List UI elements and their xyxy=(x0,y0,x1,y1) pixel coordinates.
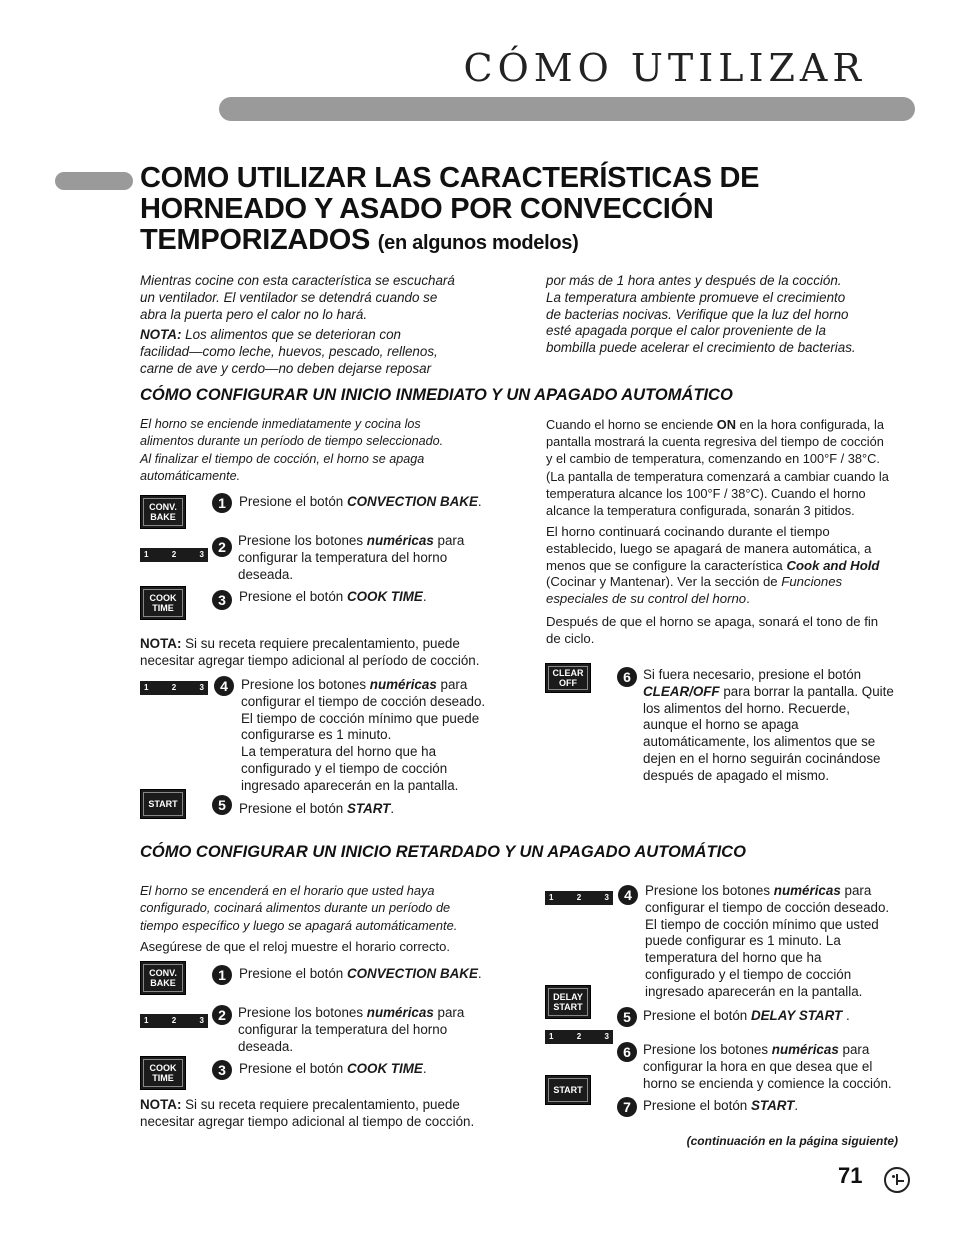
step-number-1: 1 xyxy=(212,493,232,513)
s2-note xyxy=(140,1097,474,1131)
step-text-bold: numéricas xyxy=(773,883,841,898)
section1-intro-line: alimentos durante un período de tiempo seleccionado. xyxy=(140,434,444,449)
para-text-italic: Funciones xyxy=(781,574,843,590)
button-label: CLEAR xyxy=(552,668,584,678)
step-text: para xyxy=(433,533,465,548)
para-text: y el cambio de temperatura, comenzando en 100°F / 38°C. xyxy=(546,451,880,467)
note-text: Si su receta requiere precalentamiento, puede xyxy=(181,1097,460,1112)
step-text: Presione el botón xyxy=(643,1098,751,1113)
step-text: Presione el botón xyxy=(239,1061,347,1076)
button-label: DELAY xyxy=(553,992,583,1002)
button-label: START xyxy=(553,1085,583,1095)
pad-digit: 1 xyxy=(144,550,149,559)
button-label: CONV. xyxy=(149,502,177,512)
step-text: configurar el tiempo de cocción deseado. xyxy=(645,899,890,915)
delay-start-button xyxy=(545,985,591,1019)
step-text-bold: CONVECTION BAKE xyxy=(346,966,478,981)
title-line-2: HORNEADO Y ASADO POR CONVECCIÓN xyxy=(140,193,714,225)
number-pad-strip xyxy=(545,1030,613,1044)
note-text: Si su receta requiere precalentamiento, puede xyxy=(181,636,460,651)
s2-step7-text xyxy=(643,1098,798,1115)
step-text: ingresado aparecerán en la pantalla. xyxy=(241,777,459,793)
para-text: (La pantalla de temperatura comenzará a cambiar cuando la xyxy=(546,468,889,484)
section1-intro xyxy=(140,416,443,486)
start-button xyxy=(140,789,186,819)
section1-intro-line: El horno se enciende inmediatamente y cocina los xyxy=(140,417,421,431)
pad-digit: 3 xyxy=(604,893,609,902)
step-text-bold: COOK TIME xyxy=(346,589,423,604)
section2-intro-line: configurado, cocinará alimentos durante un período de xyxy=(140,900,451,916)
para-text: establecido, luego se apagará de manera automática, a xyxy=(546,540,872,556)
pad-digit: 1 xyxy=(549,1032,554,1041)
step-number-2: 2 xyxy=(212,1005,232,1025)
pad-digit: 1 xyxy=(144,1016,149,1025)
step-text-bold: CONVECTION BAKE xyxy=(346,494,478,509)
step-text-bold: CLEAR/OFF xyxy=(643,683,720,699)
intro-line: bombilla puede acelerar el crecimiento de bacterias. xyxy=(546,340,856,356)
button-label: BAKE xyxy=(150,512,176,522)
step-text: El tiempo de cocción mínimo que puede xyxy=(241,710,480,726)
s2-step4-text xyxy=(645,883,889,1001)
step-text: horno se encienda y comience la cocción. xyxy=(643,1075,892,1091)
step-number-4: 4 xyxy=(618,885,638,905)
button-label: CONV. xyxy=(149,968,177,978)
s2-step6-text xyxy=(643,1042,892,1092)
step-text: . xyxy=(422,1061,427,1076)
s2-step5-text xyxy=(643,1008,850,1025)
note-label: NOTA: xyxy=(140,1097,182,1112)
intro-left xyxy=(140,273,455,378)
button-label: START xyxy=(553,1002,583,1012)
step-text: Presione el botón xyxy=(239,589,347,604)
para-text: El horno continuará cocinando durante el tiempo xyxy=(546,524,830,539)
cook-time-button xyxy=(140,1056,186,1090)
step-text: Presione los botones xyxy=(238,1005,367,1020)
para-text-italic: especiales de su control del horno xyxy=(546,591,747,607)
s1-right-p3 xyxy=(546,614,878,648)
step-text: deseada. xyxy=(238,1038,294,1054)
pad-digit: 1 xyxy=(549,893,554,902)
button-label: TIME xyxy=(152,603,174,613)
intro-note-line: Los alimentos que se deterioran con xyxy=(181,327,401,343)
intro-line: Mientras cocine con esta característica se escuchará xyxy=(140,273,455,288)
step-text-bold: numéricas xyxy=(771,1042,839,1057)
note-text: necesitar agregar tiempo adicional al período de cocción. xyxy=(140,652,480,668)
s1-step4-text xyxy=(241,677,485,795)
button-label: TIME xyxy=(152,1073,174,1083)
para-text: (Cocinar y Mantenar). Ver la sección de xyxy=(546,574,782,590)
pad-digit: 3 xyxy=(199,550,204,559)
button-label: BAKE xyxy=(150,978,176,988)
step-text-bold: numéricas xyxy=(369,677,437,692)
para-text-bold: ON xyxy=(716,417,736,432)
number-pad-strip xyxy=(140,548,208,562)
intro-right xyxy=(546,273,856,357)
step-number-6: 6 xyxy=(617,667,637,687)
step-text: configurado y el tiempo de cocción xyxy=(241,760,448,776)
step-text: . xyxy=(422,589,427,604)
note-text: necesitar agregar tiempo adicional al tiempo de cocción. xyxy=(140,1113,475,1129)
title-subtitle: (en algunos modelos) xyxy=(377,232,579,254)
clear-off-button xyxy=(545,663,591,693)
step-text: Presione el botón xyxy=(239,966,347,981)
para-text: en la hora configurada, la xyxy=(735,417,884,432)
step-text: automáticamente, los alimentos que se xyxy=(643,734,876,750)
step-text: configurar la hora en que desea que el xyxy=(643,1058,873,1074)
step-text: temperatura del horno que ha xyxy=(645,950,822,966)
step-number-3: 3 xyxy=(212,590,232,610)
number-pad-strip xyxy=(140,1014,208,1028)
step-text: para xyxy=(840,883,872,898)
pad-digit: 2 xyxy=(171,550,177,559)
step-text-bold: numéricas xyxy=(366,533,434,548)
intro-line: La temperatura ambiente promueve el crecimiento xyxy=(546,289,846,305)
step-text: configurar la temperatura del horno xyxy=(238,549,448,565)
section1-heading: CÓMO CONFIGURAR UN INICIO INMEDIATO Y UN APAGADO AUTOMÁTICO xyxy=(140,386,733,404)
button-label: COOK xyxy=(149,593,177,603)
step-number-3: 3 xyxy=(212,1060,232,1080)
step-text: Presione los botones xyxy=(241,677,370,692)
continued-note: (continuación en la página siguiente) xyxy=(686,1134,898,1148)
step-text: para xyxy=(436,677,468,692)
step-text: los alimentos del horno. Recuerde, xyxy=(643,700,850,716)
step-text: configurarse es 1 minuto. xyxy=(241,727,392,743)
header-bar xyxy=(219,97,915,121)
intro-line: de bacterias nocivas. Verifique que la luz del horno xyxy=(546,306,849,322)
lg-logo-icon xyxy=(884,1167,910,1193)
step-text: El tiempo de cocción mínimo que usted xyxy=(645,916,879,932)
intro-note-line: carne de ave y cerdo—no deben dejarse reposar xyxy=(140,360,432,376)
section2-intro-line: tiempo específico y luego se apagará automáticamente. xyxy=(140,917,458,933)
intro-line: por más de 1 hora antes y después de la cocción. xyxy=(546,273,842,288)
number-pad-strip xyxy=(545,891,613,905)
step-text: para borrar la pantalla. Quite xyxy=(719,683,894,699)
pad-digit: 3 xyxy=(199,683,204,692)
step-text: después de apagado el mismo. xyxy=(643,767,830,783)
step-text-bold: COOK TIME xyxy=(346,1061,423,1076)
para-text: Después de que el horno se apaga, sonará el tono de fin xyxy=(546,614,879,629)
para-text: pantalla mostrará la cuenta regresiva del tiempo de cocción xyxy=(546,434,884,450)
section1-intro-line: automáticamente. xyxy=(140,469,241,484)
step-text-bold: DELAY START xyxy=(750,1008,843,1023)
title-line-3: TEMPORIZADOS xyxy=(140,224,371,256)
cook-time-button xyxy=(140,586,186,620)
para-text: . xyxy=(746,591,750,607)
header-title: CÓMO UTILIZAR xyxy=(463,46,866,90)
s1-right-p1 xyxy=(546,416,889,519)
step-text: deseada. xyxy=(238,566,294,582)
pad-digit: 2 xyxy=(576,893,582,902)
step-text-bold: numéricas xyxy=(366,1005,434,1020)
intro-line: abra la puerta pero el calor no lo hará. xyxy=(140,306,368,322)
button-label: OFF xyxy=(559,678,577,688)
section2-heading: CÓMO CONFIGURAR UN INICIO RETARDADO Y UN APAGADO AUTOMÁTICO xyxy=(140,843,746,861)
step-text: . xyxy=(477,494,482,509)
step-number-7: 7 xyxy=(617,1097,637,1117)
page-number: 71 xyxy=(838,1163,863,1188)
s1-step1-text xyxy=(239,494,482,511)
step-text: . xyxy=(794,1098,799,1113)
intro-line: esté apagada porque el calor proveniente de la xyxy=(546,323,826,339)
s1-step5-text xyxy=(239,801,394,818)
intro-note-line: facilidad—como leche, huevos, pescado, rellenos, xyxy=(140,344,438,360)
para-text: de ciclo. xyxy=(546,630,595,646)
step-text: Presione el botón xyxy=(239,801,347,816)
step-number-6: 6 xyxy=(617,1042,637,1062)
s1-note xyxy=(140,636,479,670)
step-text: Si fuera necesario, presione el botón xyxy=(643,667,862,682)
step-text: configurado y el tiempo de cocción xyxy=(645,966,852,982)
step-number-5: 5 xyxy=(617,1007,637,1027)
section2-intro xyxy=(140,882,457,934)
para-text: temperatura alcance los 100°F / 38°C). Cuando el horno xyxy=(546,485,866,501)
pad-digit: 2 xyxy=(576,1032,582,1041)
step-text: Presione los botones xyxy=(643,1042,772,1057)
step-text: . xyxy=(390,801,395,816)
para-text: alcance la temperatura configurada, sonarán 3 pitidos. xyxy=(546,503,855,519)
section2-intro-line: El horno se encenderá en el horario que usted haya xyxy=(140,883,435,898)
pad-digit: 3 xyxy=(199,1016,204,1025)
pad-digit: 1 xyxy=(144,683,149,692)
button-label: START xyxy=(148,799,178,809)
step-text: configurar la temperatura del horno xyxy=(238,1021,448,1037)
step-text: ingresado aparecerán en la pantalla. xyxy=(645,983,863,999)
s2-step1-text xyxy=(239,966,482,983)
step-text: . xyxy=(842,1008,850,1023)
step-number-1: 1 xyxy=(212,965,232,985)
conv-bake-button xyxy=(140,495,186,529)
s1-step2-text xyxy=(238,533,464,583)
step-number-2: 2 xyxy=(212,537,232,557)
step-text: La temperatura del horno que ha xyxy=(241,744,437,760)
page-title xyxy=(140,163,759,259)
button-label: COOK xyxy=(149,1063,177,1073)
step-text: puede configurar es 1 minuto. La xyxy=(645,933,841,949)
step-text: Presione los botones xyxy=(645,883,774,898)
step-number-4: 4 xyxy=(214,676,234,696)
para-text: Cuando el horno se enciende xyxy=(546,417,717,432)
s1-step6-text xyxy=(643,667,894,785)
s2-step3-text xyxy=(239,1061,427,1078)
step-text: para xyxy=(838,1042,870,1057)
step-text: aunque el horno se apaga xyxy=(643,717,799,733)
step-text: Presione los botones xyxy=(238,533,367,548)
para-text: menos que se configure la característica xyxy=(546,557,787,573)
start-button xyxy=(545,1075,591,1105)
s2-step2-text xyxy=(238,1005,464,1055)
pad-digit: 2 xyxy=(171,683,177,692)
section-marker-bar xyxy=(55,172,133,190)
step-text-bold: START xyxy=(750,1098,795,1113)
number-pad-strip xyxy=(140,681,208,695)
step-text: Presione el botón xyxy=(643,1008,751,1023)
step-text: para xyxy=(433,1005,465,1020)
step-text: dejen en el horno seguirán cocinándose xyxy=(643,750,881,766)
step-number-5: 5 xyxy=(212,795,232,815)
step-text: . xyxy=(477,966,482,981)
intro-line: un ventilador. El ventilador se detendrá cuando se xyxy=(140,289,438,305)
intro-note-label: NOTA: xyxy=(140,327,182,343)
step-text: Presione el botón xyxy=(239,494,347,509)
pad-digit: 2 xyxy=(171,1016,177,1025)
conv-bake-button xyxy=(140,961,186,995)
step-text-bold: START xyxy=(346,801,391,816)
section1-intro-line: Al finalizar el tiempo de cocción, el horno se apaga xyxy=(140,451,425,466)
s1-right-p2 xyxy=(546,524,879,608)
pad-digit: 3 xyxy=(604,1032,609,1041)
title-line-1: COMO UTILIZAR LAS CARACTERÍSTICAS DE xyxy=(140,162,760,194)
note-label: NOTA: xyxy=(140,636,182,651)
clock-note: Asegúrese de que el reloj muestre el horario correcto. xyxy=(140,939,450,954)
step-text: configurar el tiempo de cocción deseado. xyxy=(241,693,486,709)
s1-step3-text xyxy=(239,589,427,606)
para-text-bold: Cook and Hold xyxy=(786,557,880,573)
